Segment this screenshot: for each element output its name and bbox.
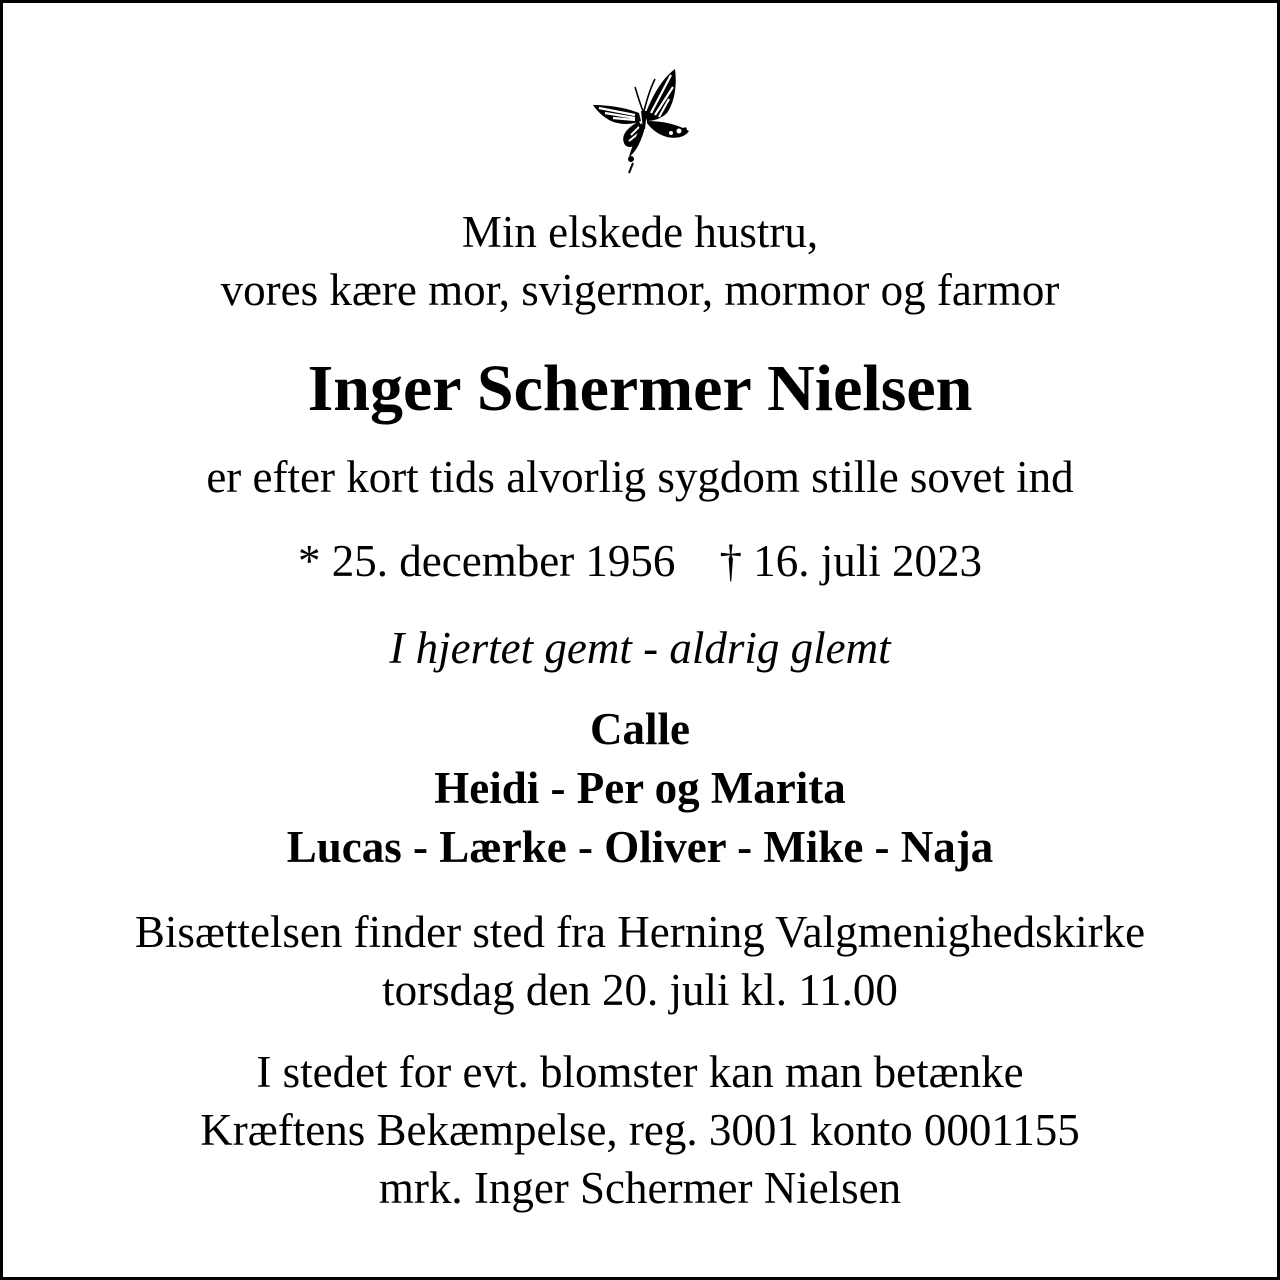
deceased-name: Inger Schermer Nielsen bbox=[307, 352, 973, 425]
intro-line-1: Min elskede hustru, bbox=[461, 207, 819, 257]
passing-statement: er efter kort tids alvorlig sygdom stille sovet ind bbox=[206, 452, 1074, 502]
donation-line-2: Kræftens Bekæmpelse, reg. 3001 konto 0001155 bbox=[200, 1105, 1080, 1155]
intro-line-2: vores kære mor, svigermor, mormor og farmor bbox=[220, 265, 1060, 315]
birth-date: * 25. december 1956 bbox=[298, 536, 676, 586]
death-date: † 16. juli 2023 bbox=[719, 536, 982, 586]
life-dates bbox=[3, 533, 1277, 589]
family-line-children: Heidi - Per og Marita bbox=[434, 763, 846, 813]
family-line-spouse: Calle bbox=[590, 704, 690, 754]
memorial-motto: I hjertet gemt - aldrig glemt bbox=[389, 623, 891, 673]
donation-line-3: mrk. Inger Schermer Nielsen bbox=[378, 1163, 902, 1213]
family-line-grandchildren: Lucas - Lærke - Oliver - Mike - Naja bbox=[286, 822, 994, 872]
funeral-time: torsdag den 20. juli kl. 11.00 bbox=[382, 965, 898, 1015]
butterfly-icon bbox=[589, 65, 697, 175]
donation-line-1: I stedet for evt. blomster kan man betænke bbox=[256, 1047, 1024, 1097]
funeral-place: Bisættelsen finder sted fra Herning Valgmenighedskirke bbox=[134, 907, 1146, 957]
